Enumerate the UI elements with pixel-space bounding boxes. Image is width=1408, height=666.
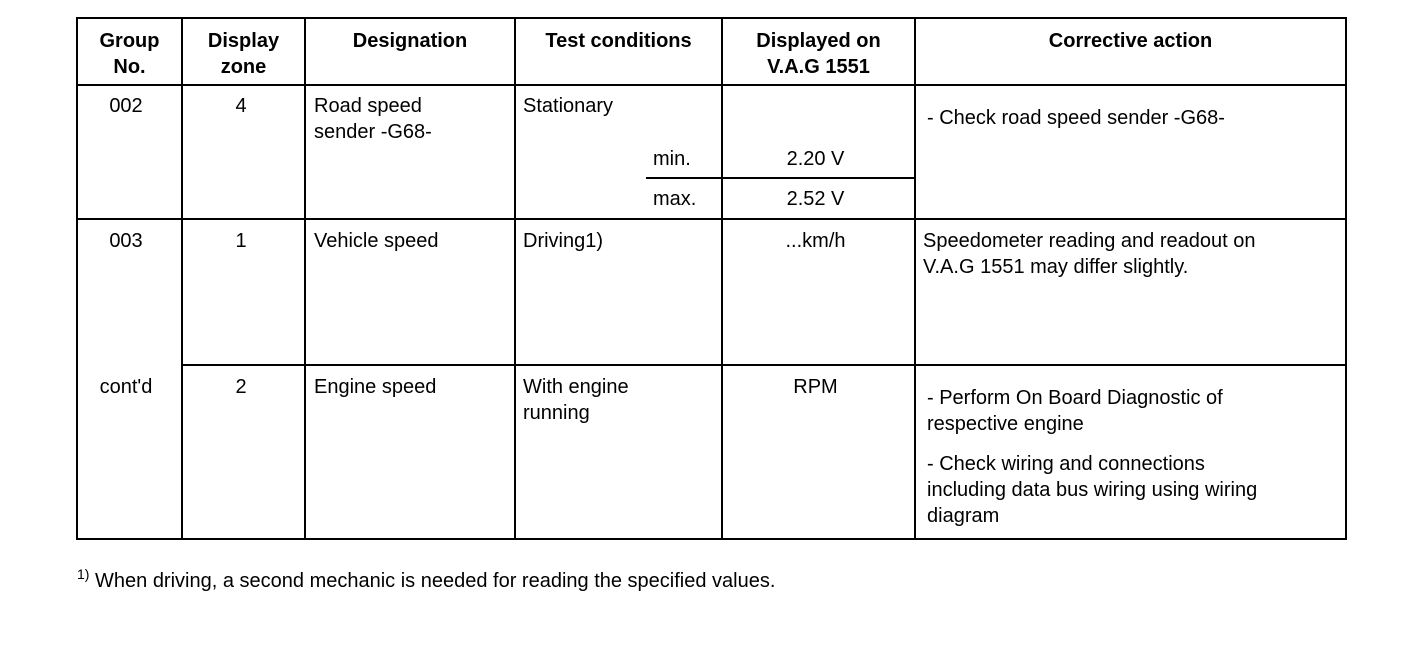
header-designation: Designation xyxy=(352,30,468,52)
row-003-action-2b xyxy=(927,451,1257,529)
grid-line xyxy=(76,218,1347,220)
row-003-condition-2-line: With engine xyxy=(523,376,629,398)
header-group-no-line: Group xyxy=(99,30,160,52)
header-displayed-on xyxy=(723,28,914,80)
header-test-conditions: Test conditions xyxy=(545,30,692,52)
row-003-action-2b-line: including data bus wiring using wiring xyxy=(927,479,1258,501)
row-003-group: 003 xyxy=(109,230,143,252)
header-displayed-on-line: V.A.G 1551 xyxy=(767,56,870,78)
row-003-displayed-2: RPM xyxy=(793,376,838,398)
row-003-displayed-1: ...km/h xyxy=(785,230,846,252)
row-002-condition: Stationary xyxy=(523,95,614,117)
row-003-action-1-line: Speedometer reading and readout on xyxy=(923,230,1256,252)
row-003-contd: cont'd xyxy=(99,376,153,398)
row-002-action: - Check road speed sender -G68- xyxy=(927,107,1225,129)
row-003-action-2b-line: diagram xyxy=(927,505,1000,527)
grid-line xyxy=(914,17,916,540)
footnote-text: When driving, a second mechanic is needed for reading the specified values. xyxy=(89,570,776,592)
grid-line xyxy=(181,364,1347,366)
row-003-action-2a-line: - Perform On Board Diagnostic of xyxy=(927,387,1223,409)
row-002-group: 002 xyxy=(109,95,143,117)
row-002-designation-line: sender -G68- xyxy=(314,121,432,143)
row-002-designation xyxy=(314,93,432,145)
row-003-zone-2: 2 xyxy=(235,376,247,398)
row-003-designation-2: Engine speed xyxy=(314,376,437,398)
row-002-min-label: min. xyxy=(653,148,691,170)
row-003-zone-1: 1 xyxy=(235,230,247,252)
row-002-max-label: max. xyxy=(653,188,697,210)
grid-line xyxy=(304,17,306,540)
grid-line xyxy=(514,17,516,540)
row-003-action-1-line: V.A.G 1551 may differ slightly. xyxy=(923,256,1189,278)
row-003-action-2a xyxy=(927,385,1223,437)
grid-line xyxy=(721,17,723,540)
row-003-condition-2-line: running xyxy=(523,402,590,424)
row-002-min-value: 2.20 V xyxy=(786,148,845,170)
header-display-zone-line: zone xyxy=(220,56,267,78)
row-003-action-1 xyxy=(923,228,1255,280)
row-003-action-2b-line: - Check wiring and connections xyxy=(927,453,1205,475)
header-group-no xyxy=(78,28,181,80)
grid-line xyxy=(76,538,1347,540)
grid-line xyxy=(76,84,1347,86)
footnote xyxy=(77,568,775,594)
header-group-no-line: No. xyxy=(113,56,146,78)
header-corrective-action: Corrective action xyxy=(1048,30,1213,52)
grid-line xyxy=(646,177,916,179)
row-003-condition-1: Driving1) xyxy=(523,230,604,252)
grid-line xyxy=(1345,17,1347,540)
header-display-zone xyxy=(183,28,304,80)
row-003-designation-1: Vehicle speed xyxy=(314,230,439,252)
header-display-zone-line: Display xyxy=(207,30,280,52)
footnote-mark: 1) xyxy=(77,566,90,582)
row-003-action-2a-line: respective engine xyxy=(927,413,1084,435)
row-002-zone: 4 xyxy=(235,95,247,117)
row-002-designation-line: Road speed xyxy=(314,95,422,117)
row-003-condition-2 xyxy=(523,374,629,426)
row-002-max-value: 2.52 V xyxy=(786,188,845,210)
grid-line xyxy=(76,17,1347,19)
header-displayed-on-line: Displayed on xyxy=(756,30,881,52)
